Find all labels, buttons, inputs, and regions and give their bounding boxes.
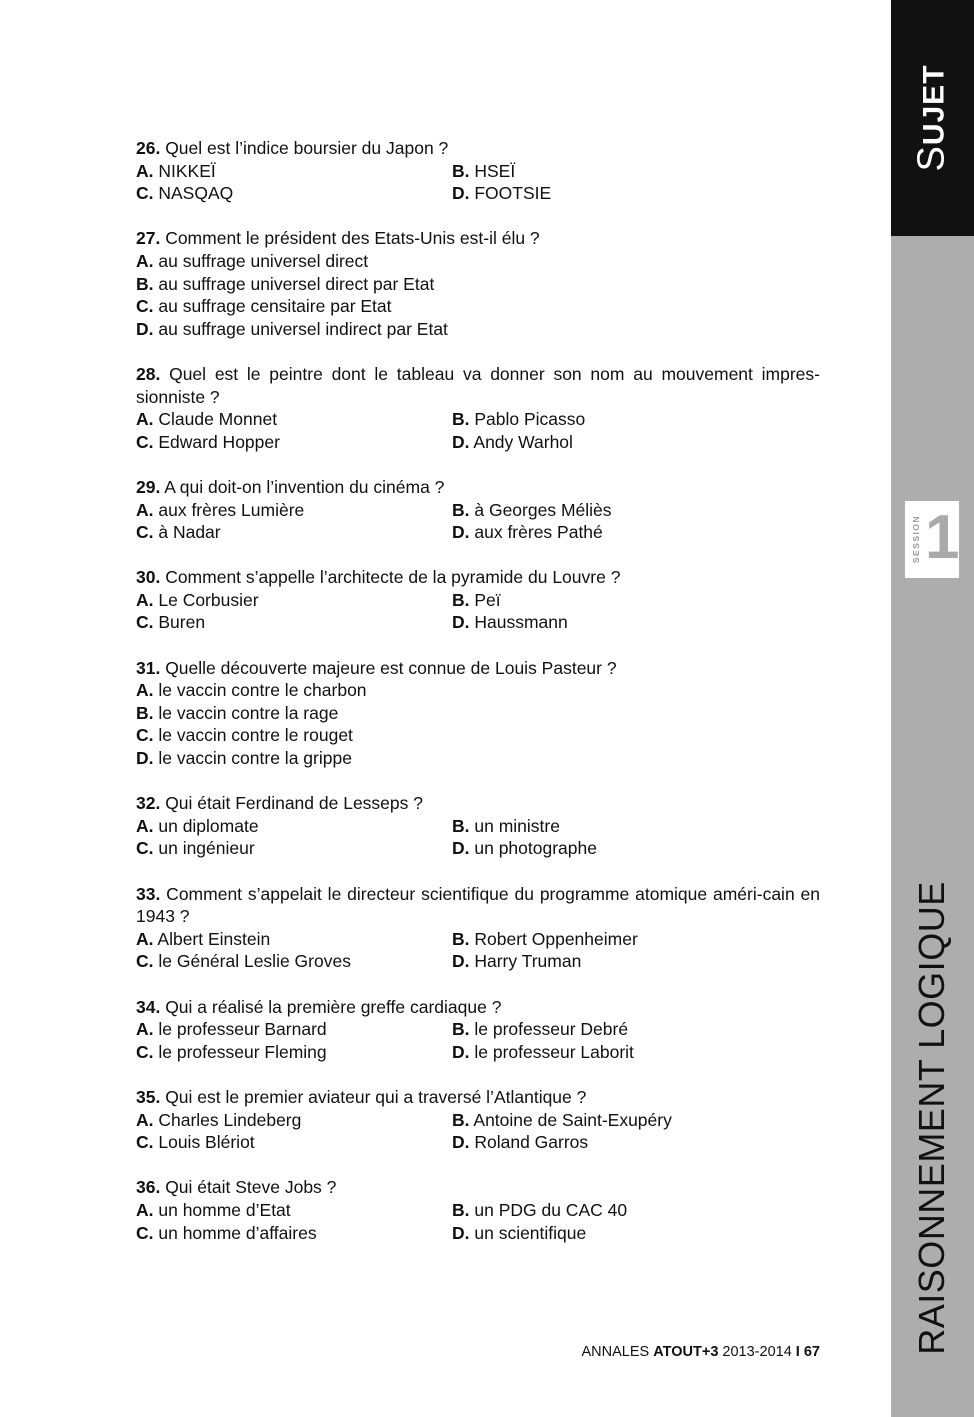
option-b: B. Pablo Picasso bbox=[452, 409, 586, 430]
option-b: B. Robert Oppenheimer bbox=[452, 928, 638, 949]
option-a: A. le vaccin contre le charbon bbox=[136, 680, 367, 701]
option-c: C. Louis Blériot bbox=[136, 1132, 255, 1153]
option-d: D. un photographe bbox=[452, 838, 597, 859]
option-c: C. au suffrage censitaire par Etat bbox=[136, 296, 392, 317]
page-footer: ANNALES ATOUT+3 2013-2014 I 67 bbox=[581, 1344, 820, 1360]
question-28 bbox=[136, 363, 820, 453]
question-30 bbox=[136, 566, 820, 634]
sujet-label: SUJET bbox=[910, 64, 953, 172]
option-b: B. un PDG du CAC 40 bbox=[452, 1199, 628, 1220]
question-stem: 30. Comment s’appelle l’architecte de la pyramide du Louvre ? bbox=[136, 567, 621, 588]
option-d: D. Roland Garros bbox=[452, 1132, 589, 1153]
question-34 bbox=[136, 996, 820, 1064]
option-d: D. au suffrage universel indirect par Etat bbox=[136, 318, 448, 339]
question-stem: 36. Qui était Steve Jobs ? bbox=[136, 1177, 337, 1198]
question-31 bbox=[136, 657, 820, 770]
option-a: A. Charles Lindeberg bbox=[136, 1109, 302, 1130]
option-a: A. NIKKEÏ bbox=[136, 160, 216, 181]
question-36 bbox=[136, 1176, 820, 1244]
option-c: C. le vaccin contre le rouget bbox=[136, 725, 353, 746]
option-d: D. le professeur Laborit bbox=[452, 1041, 634, 1062]
question-27 bbox=[136, 227, 820, 340]
option-c: C. le professeur Fleming bbox=[136, 1041, 327, 1062]
option-b: B. le professeur Debré bbox=[452, 1019, 629, 1040]
question-stem: 27. Comment le président des Etats-Unis est-il élu ? bbox=[136, 228, 540, 249]
question-stem: 31. Quelle découverte majeure est connue de Louis Pasteur ? bbox=[136, 657, 617, 678]
option-c: C. à Nadar bbox=[136, 522, 221, 543]
option-a: A. aux frères Lumière bbox=[136, 499, 305, 520]
question-33 bbox=[136, 883, 820, 973]
session-label: SESSION bbox=[911, 514, 921, 564]
option-b: B. Antoine de Saint-Exupéry bbox=[452, 1109, 672, 1130]
option-c: C. Buren bbox=[136, 612, 206, 633]
question-stem: 29. A qui doit-on l’invention du cinéma ? bbox=[136, 476, 445, 497]
question-26 bbox=[136, 137, 820, 205]
question-32 bbox=[136, 792, 820, 860]
question-stem: 35. Qui est le premier aviateur qui a traversé l’Atlantique ? bbox=[136, 1086, 587, 1107]
option-d: D. Haussmann bbox=[452, 612, 568, 633]
section-title: RAISONNEMENT LOGIQUE bbox=[911, 881, 952, 1355]
option-b: B. au suffrage universel direct par Etat bbox=[136, 273, 435, 294]
option-b: B. Peï bbox=[452, 589, 501, 610]
option-a: A. au suffrage universel direct bbox=[136, 250, 369, 271]
option-d: D. aux frères Pathé bbox=[452, 522, 603, 543]
option-b: B. un ministre bbox=[452, 815, 560, 836]
session-number: 1 bbox=[925, 503, 960, 572]
option-a: A. un diplomate bbox=[136, 815, 259, 836]
option-d: D. un scientifique bbox=[452, 1222, 587, 1243]
option-c: C. Edward Hopper bbox=[136, 431, 280, 452]
option-a: A. le professeur Barnard bbox=[136, 1019, 327, 1040]
option-d: D. Harry Truman bbox=[452, 951, 582, 972]
question-29 bbox=[136, 476, 820, 544]
question-stem: 26. Quel est l’indice boursier du Japon ? bbox=[136, 138, 449, 158]
option-b: B. le vaccin contre la rage bbox=[136, 702, 339, 723]
question-35 bbox=[136, 1086, 820, 1154]
option-a: A. Le Corbusier bbox=[136, 589, 259, 610]
option-c: C. le Général Leslie Groves bbox=[136, 951, 351, 972]
option-a: A. un homme d’Etat bbox=[136, 1199, 291, 1220]
question-stem: 34. Qui a réalisé la première greffe cardiaque ? bbox=[136, 996, 502, 1017]
question-list bbox=[136, 137, 820, 1267]
option-c: C. NASQAQ bbox=[136, 183, 234, 204]
question-stem: 28. Quel est le peintre dont le tableau va donner son nom au mouvement impres-sionniste ? bbox=[136, 363, 820, 407]
option-d: D. Andy Warhol bbox=[452, 431, 573, 452]
question-stem: 33. Comment s’appelait le directeur scientifique du programme atomique améri-cain en 1943 ? bbox=[136, 883, 820, 927]
option-b: B. à Georges Méliès bbox=[452, 499, 612, 520]
option-a: A. Claude Monnet bbox=[136, 409, 278, 430]
option-c: C. un homme d’affaires bbox=[136, 1222, 317, 1243]
option-b: B. HSEÏ bbox=[452, 160, 516, 181]
option-d: D. FOOTSIE bbox=[452, 183, 552, 204]
option-c: C. un ingénieur bbox=[136, 838, 255, 859]
option-a: A. Albert Einstein bbox=[136, 928, 271, 949]
question-stem: 32. Qui était Ferdinand de Lesseps ? bbox=[136, 793, 423, 814]
option-d: D. le vaccin contre la grippe bbox=[136, 748, 352, 769]
